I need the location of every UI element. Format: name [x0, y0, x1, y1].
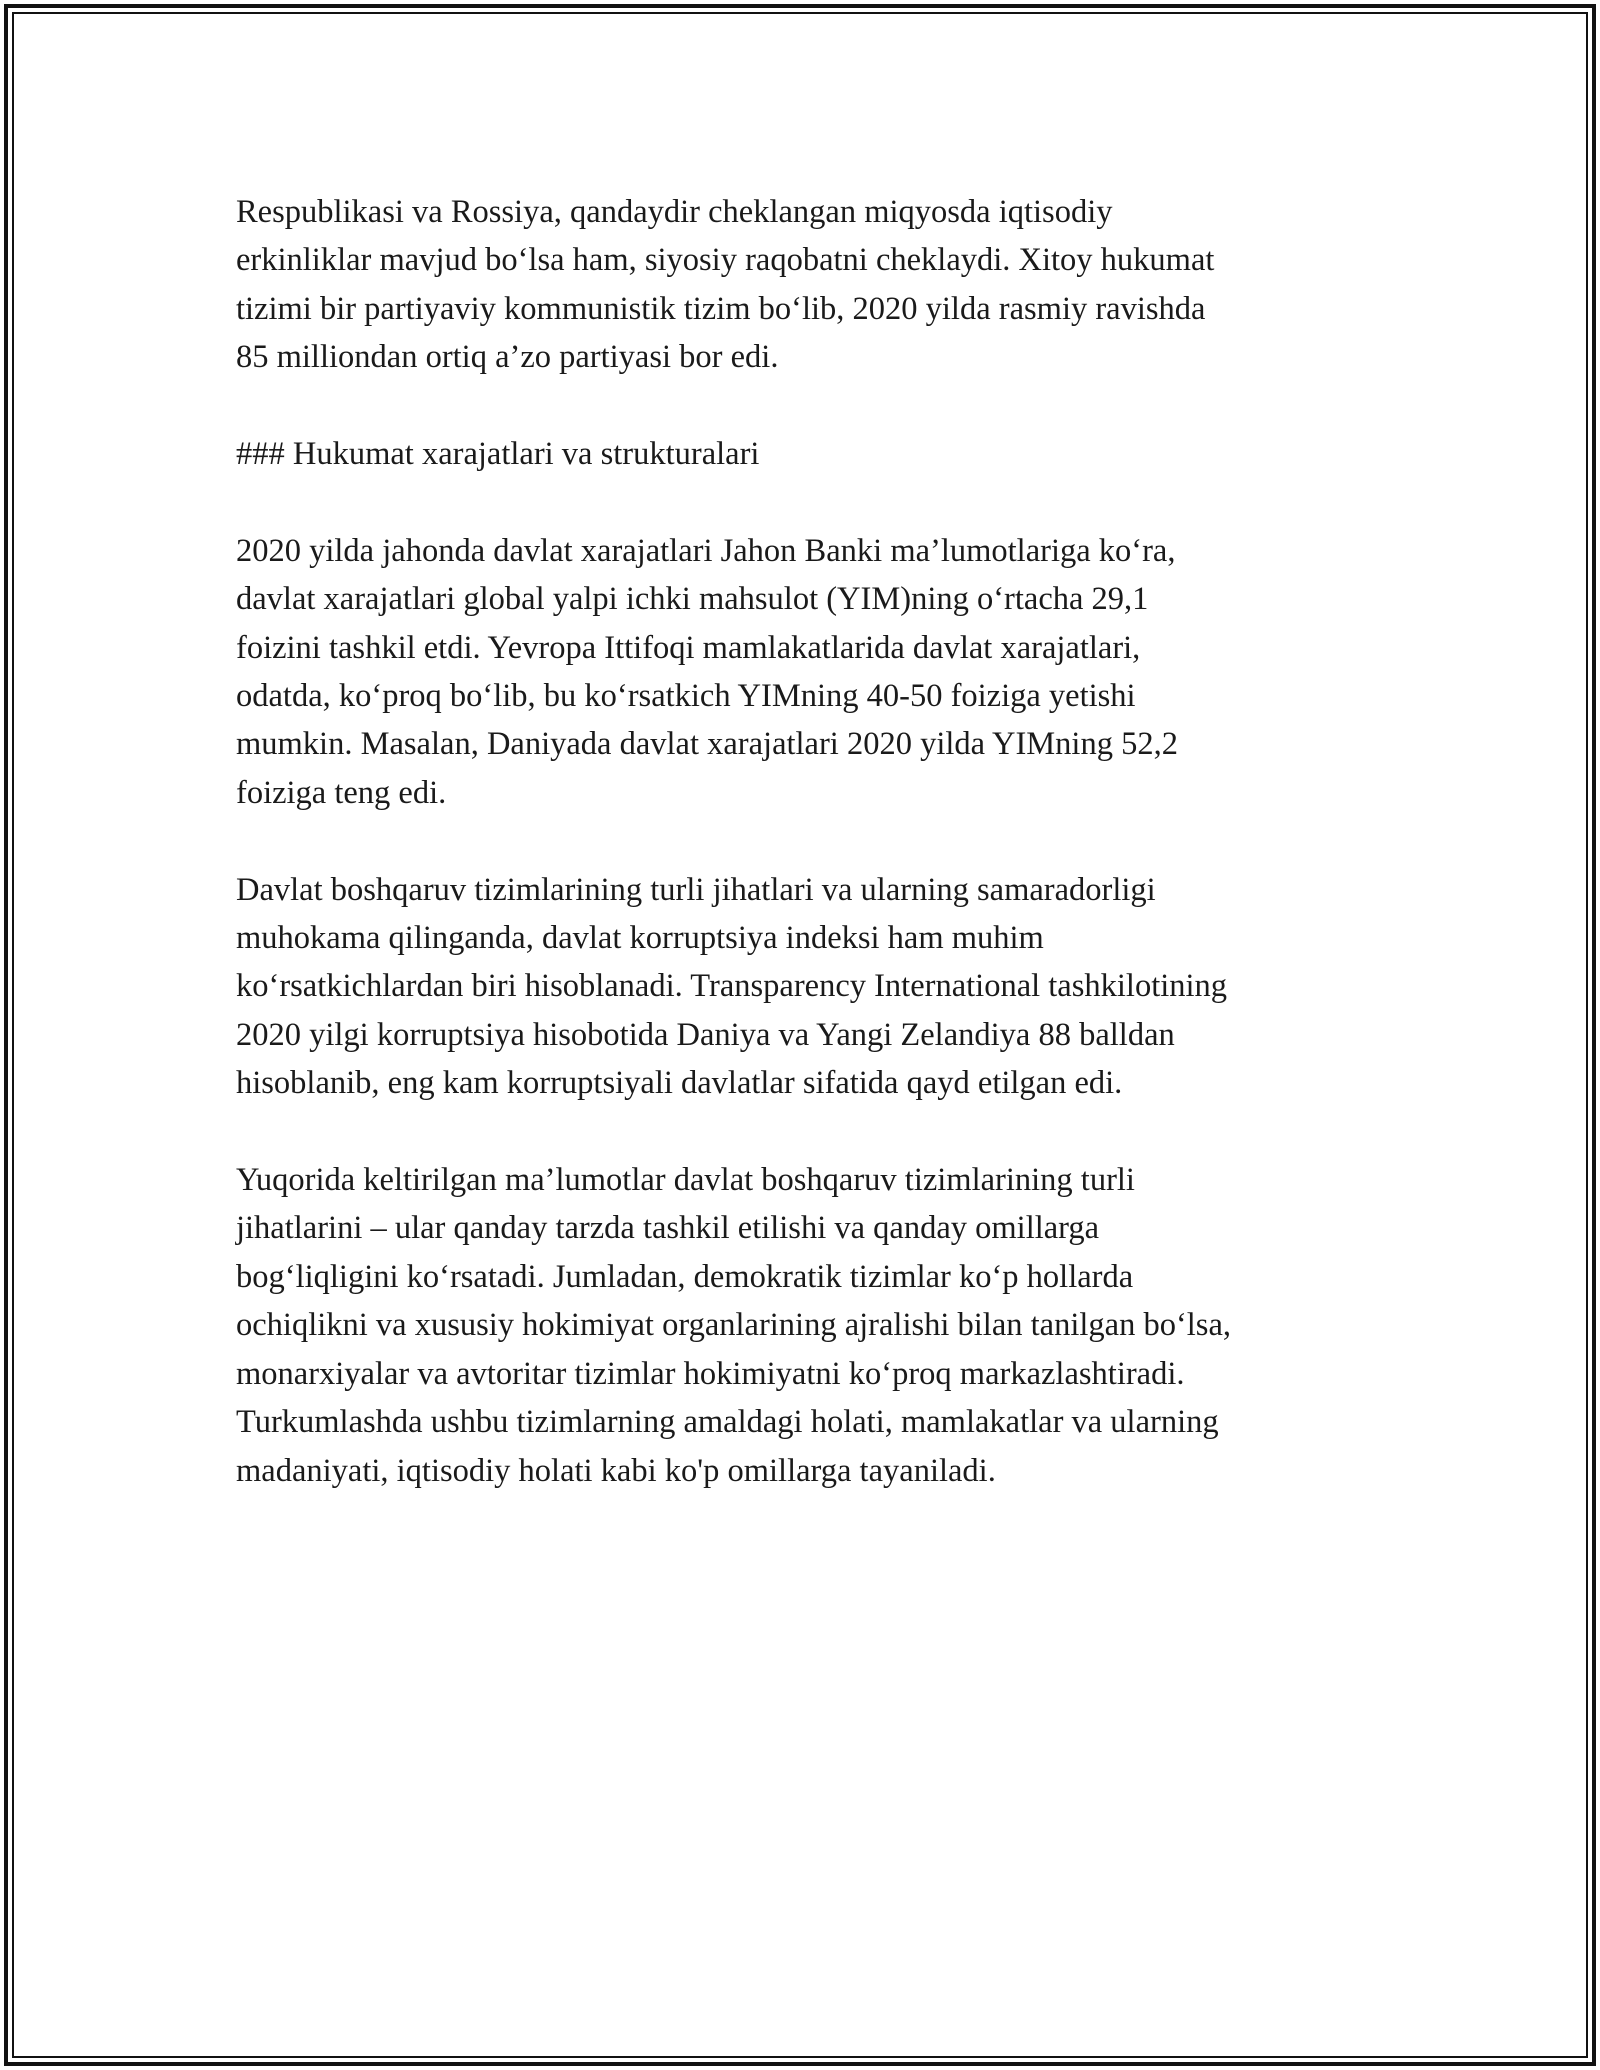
- document-body: [236, 188, 1376, 1543]
- section-heading: ### Hukumat xarajatlari va strukturalari: [236, 436, 760, 473]
- paragraph-intro: Respublikasi va Rossiya, qandaydir cheklangan miqyosda iqtisodiy erkinliklar mavjud bo‘lsa ham, siyosiy raqobatni cheklaydi. Xitoy hukumat tizimi bir partiyaviy kommunistik tizim bo‘lib, 2020 yilda rasmiy ravishda 85 milliondan ortiq a’zo partiyasi bor edi.: [236, 194, 1215, 376]
- paragraph-spending: 2020 yilda jahonda davlat xarajatlari Jahon Banki ma’lumotlariga ko‘ra, davlat xarajatlari global yalpi ichki mahsulot (YIM)ning o‘rtacha 29,1 foizini tashkil etdi. Yevropa Ittifoqi mamlakatlarida davlat xarajatlari, odatda, ko‘proq bo‘lib, bu ko‘rsatkich YIMning 40-50 foiziga yetishi mumkin. Masalan, Daniyada davlat xarajatlari 2020 yilda YIMning 52,2 foiziga teng edi.: [236, 532, 1178, 811]
- paragraph-conclusion: Yuqorida keltirilgan ma’lumotlar davlat boshqaruv tizimlarining turli jihatlarini – ular qanday tarzda tashkil etilishi va qanday omillarga bog‘liqligini ko‘rsatadi. Jumladan, demokratik tizimlar ko‘p hollarda ochiqlikni va xususiy hokimiyat organlarining ajralishi bilan tanilgan bo‘lsa, monarxiyalar va avtoritar tizimlar hokimiyatni ko‘proq markazlashtiradi. Turkumlashda ushbu tizimlarning amaldagi holati, mamlakatlar va ularning madaniyati, iqtisodiy holati kabi ko'p omillarga tayaniladi.: [236, 1162, 1231, 1489]
- paragraph-corruption: Davlat boshqaruv tizimlarining turli jihatlari va ularning samaradorligi muhokama qilinganda, davlat korruptsiya indeksi ham muhim ko‘rsatkichlardan biri hisoblanadi. Transparency International tashkilotining 2020 yilgi korruptsiya hisobotida Daniya va Yangi Zelandiya 88 balldan hisoblanib, eng kam korruptsiyali davlatlar sifatida qayd etilgan edi.: [236, 871, 1228, 1102]
